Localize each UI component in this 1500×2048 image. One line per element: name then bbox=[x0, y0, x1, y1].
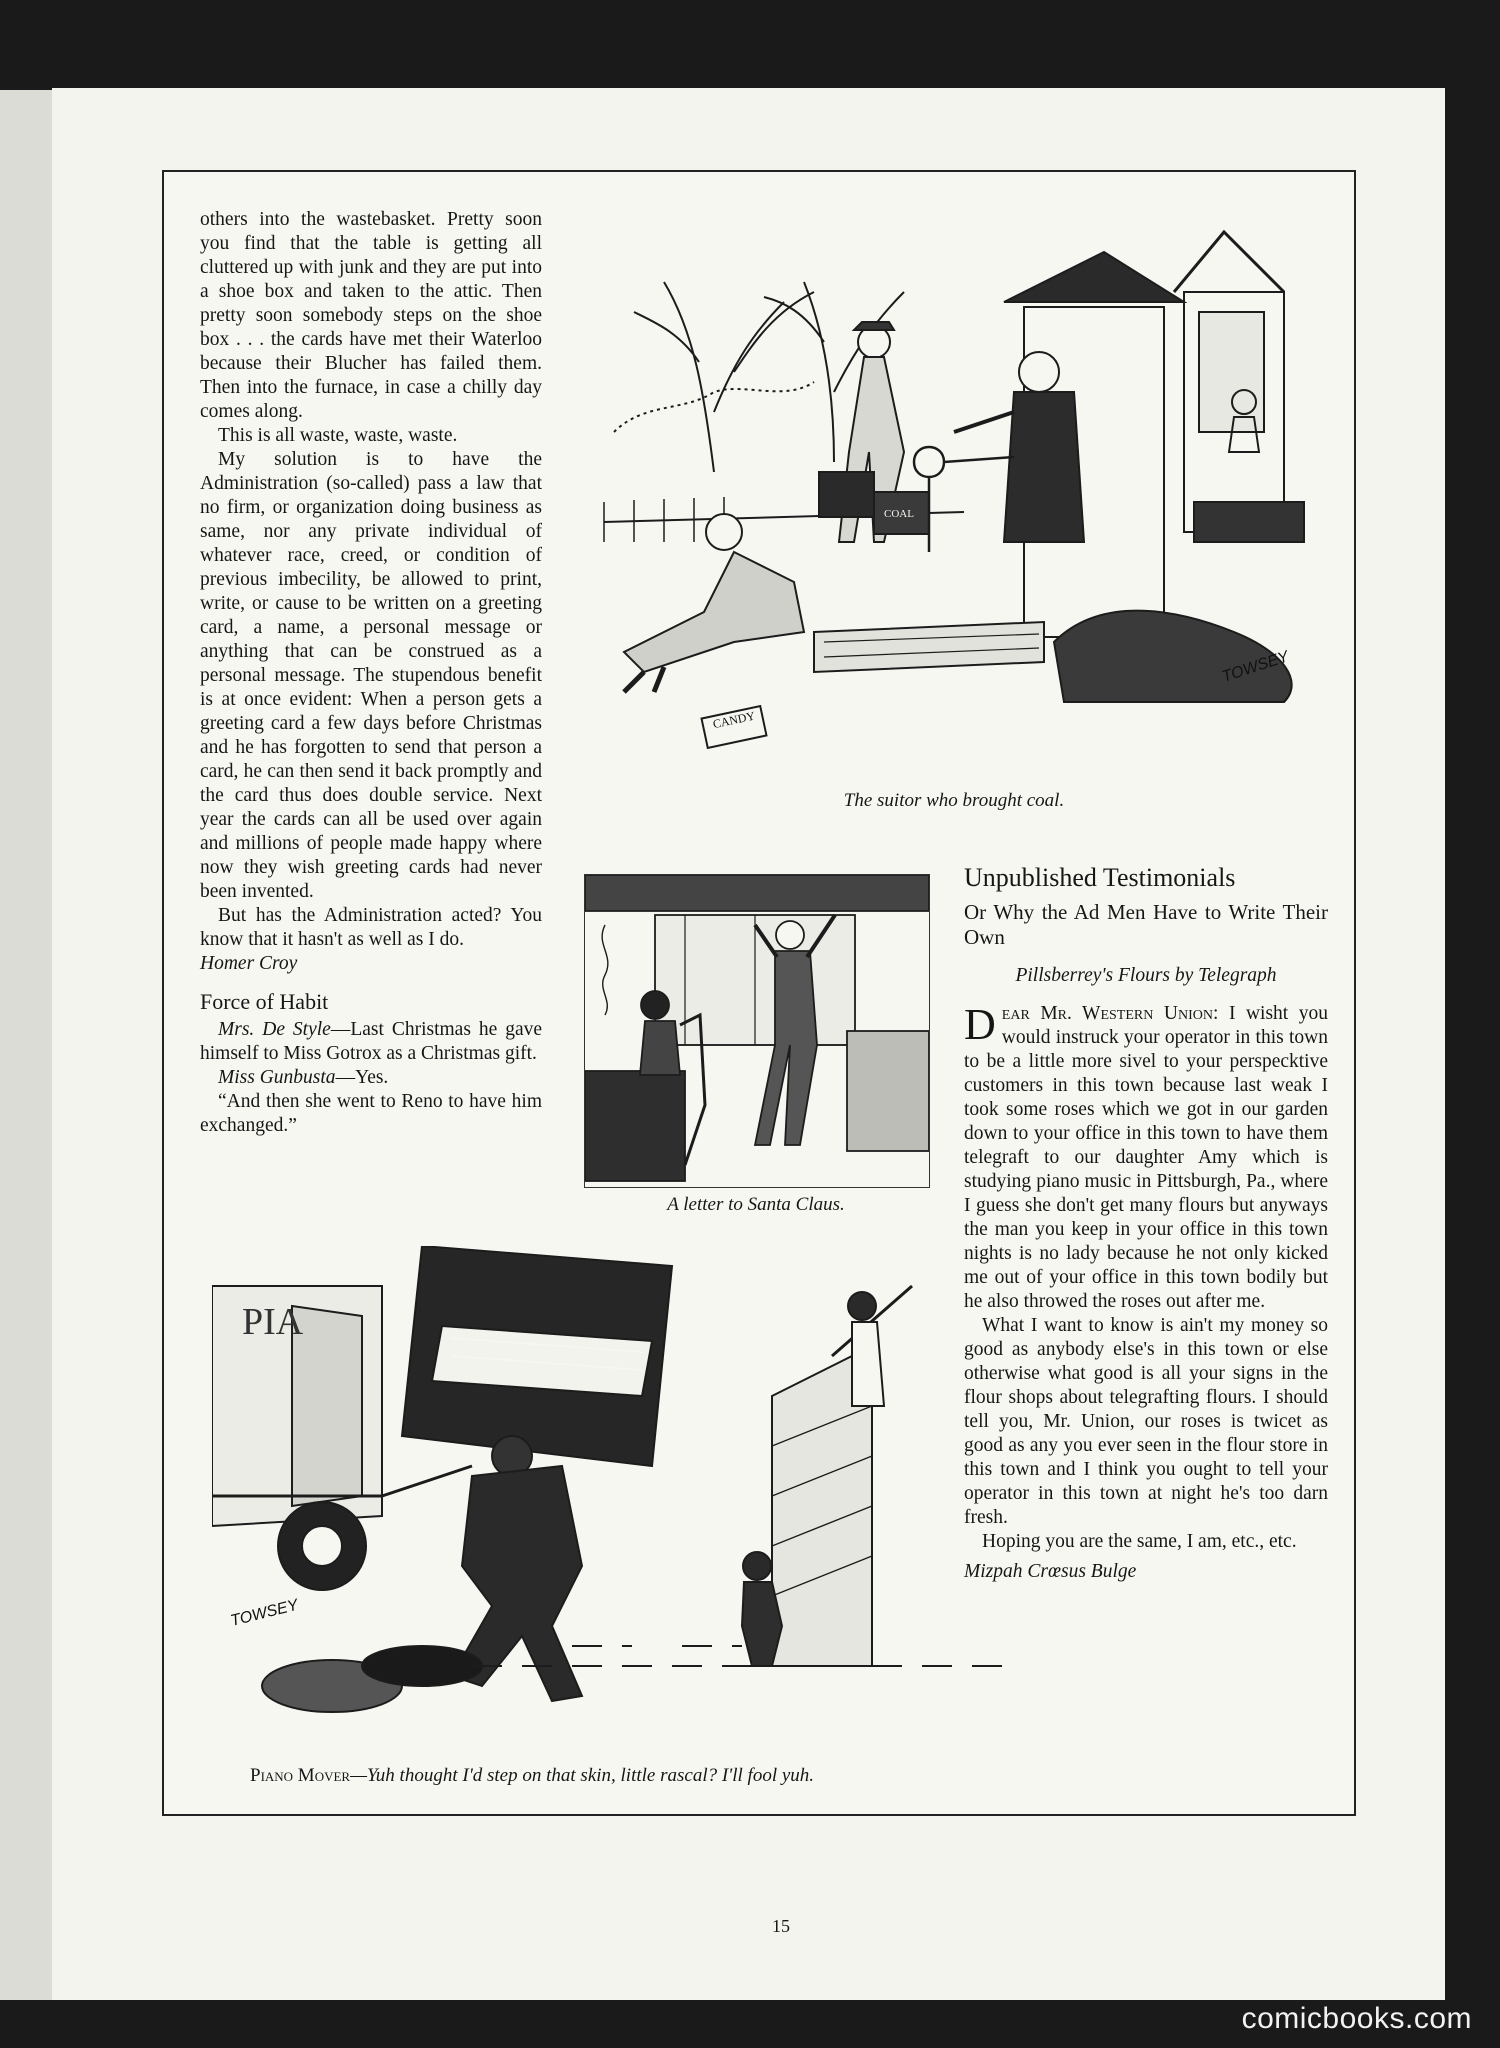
suitor-caption: The suitor who brought coal. bbox=[843, 790, 1065, 811]
left-paragraph-2: This is all waste, waste, waste. bbox=[218, 425, 458, 446]
force-of-habit-line-1 bbox=[200, 1018, 542, 1066]
section-heading: Pillsberrey's Flours by Telegraph bbox=[1015, 965, 1277, 986]
santa-letter-illustration bbox=[584, 874, 930, 1188]
line-1-text: —Last Christmas he gave himself to Miss Gotrox as a Christmas gift. bbox=[200, 1019, 542, 1064]
line-2-text: —Yes. bbox=[335, 1067, 389, 1088]
page-number: 15 bbox=[772, 1916, 790, 1936]
piano-mover-drawing bbox=[212, 1246, 1002, 1746]
left-paragraph-3: My solution is to have the Administration (so-called) pass a law that no firm, or organization doing business as same, nor any private individual of whatever race, creed, or condition of previous imbecility, be allowed to print, write, or cause to be written on a greeting card, a name, a personal message or anything that can be construed as a personal message. The stupendous benefit is at once evident: When a person gets a greeting card a few days before Christmas and he has forgotten to send that person a card, he can then send it back promptly and the card thus does double service. Next year the cards can all be used over again and millions of people made happy where now they wish greeting cards had never been invented. bbox=[200, 449, 542, 902]
piano-caption-speaker: Piano Mover bbox=[250, 1765, 351, 1786]
letter-paragraph-2: What I want to know is ain't my money so good as anybody else's in this town or else otherwise what good is all your signs in the flour shops about telegrafting flours. I should tell you, Mr. Union, our roses is twicet as good as any you ever seen in the flour store in this town and I think you ought to tell your operator in this town at night he's too darn fresh. bbox=[964, 1315, 1328, 1528]
candy-box-label: CANDY bbox=[711, 708, 757, 732]
page-border bbox=[162, 170, 1356, 1816]
speaker-miss-gunbusta: Miss Gunbusta bbox=[218, 1067, 336, 1088]
force-of-habit-title: Force of Habit bbox=[200, 989, 329, 1014]
author-byline: Homer Croy bbox=[200, 953, 298, 974]
piano-artist-signature: TOWSEY bbox=[228, 1596, 300, 1630]
coal-bag-label: COAL bbox=[884, 508, 914, 520]
testimonials-column bbox=[964, 863, 1329, 1584]
piano-mover-illustration bbox=[212, 1246, 1002, 1746]
drop-cap: D bbox=[964, 1000, 996, 1049]
magazine-page bbox=[52, 88, 1445, 2000]
letter-paragraph-1 bbox=[964, 1002, 1328, 1314]
force-of-habit-line-3: “And then she went to Reno to have him exchanged.” bbox=[200, 1091, 542, 1136]
letter-paragraph-1-body: I wisht you would instruck your operator in this town to be a little more sivel to your perspecktive customers in this town because last weak I took some roses which we got in our garden down to your office in this town to have them telegraft to our daughter Amy which is studying piano music in Pittsburgh, Pa., where I guess she don't get many flours but anyways the man you keep in your office in this town nights is no lady because he not only kicked me out of your office in this town bodily but he also throwed the roses out after me. bbox=[964, 1003, 1329, 1312]
force-of-habit-line-2 bbox=[200, 1066, 542, 1090]
speaker-mrs-de-style: Mrs. De Style bbox=[218, 1019, 331, 1040]
testimonials-title: Unpublished Testimonials bbox=[964, 863, 1236, 892]
santa-letter-drawing bbox=[585, 875, 929, 1187]
left-column bbox=[200, 208, 542, 1138]
piano-caption bbox=[250, 1764, 1004, 1788]
salutation: ear Mr. Western Union: bbox=[1001, 1003, 1219, 1024]
site-watermark: comicbooks.com bbox=[1241, 2002, 1472, 2035]
van-lettering: PIA bbox=[242, 1301, 304, 1343]
left-paragraph-4: But has the Administration acted? You know that it hasn't as well as I do. bbox=[200, 905, 542, 950]
testimonials-subtitle: Or Why the Ad Men Have to Write Their Own bbox=[964, 900, 1328, 949]
piano-caption-text: —Yuh thought I'd step on that skin, little rascal? I'll fool yuh. bbox=[350, 1765, 815, 1786]
suitor-drawing bbox=[584, 212, 1324, 782]
suitor-illustration bbox=[584, 212, 1324, 782]
left-paragraph-1: others into the wastebasket. Pretty soon you find that the table is getting all cluttered up with junk and they are put into a shoe box and taken to the attic. Then pretty soon somebody steps on the shoe box . . . the cards have met their Waterloo because their Blucher has failed them. Then into the furnace, in case a chilly day comes along. bbox=[200, 209, 542, 422]
letter-paragraph-3: Hoping you are the same, I am, etc., etc. bbox=[982, 1531, 1297, 1552]
santa-caption: A letter to Santa Claus. bbox=[667, 1194, 845, 1215]
artist-signature: TOWSEY bbox=[1219, 648, 1291, 686]
letter-signature: Mizpah Crœsus Bulge bbox=[964, 1561, 1137, 1582]
